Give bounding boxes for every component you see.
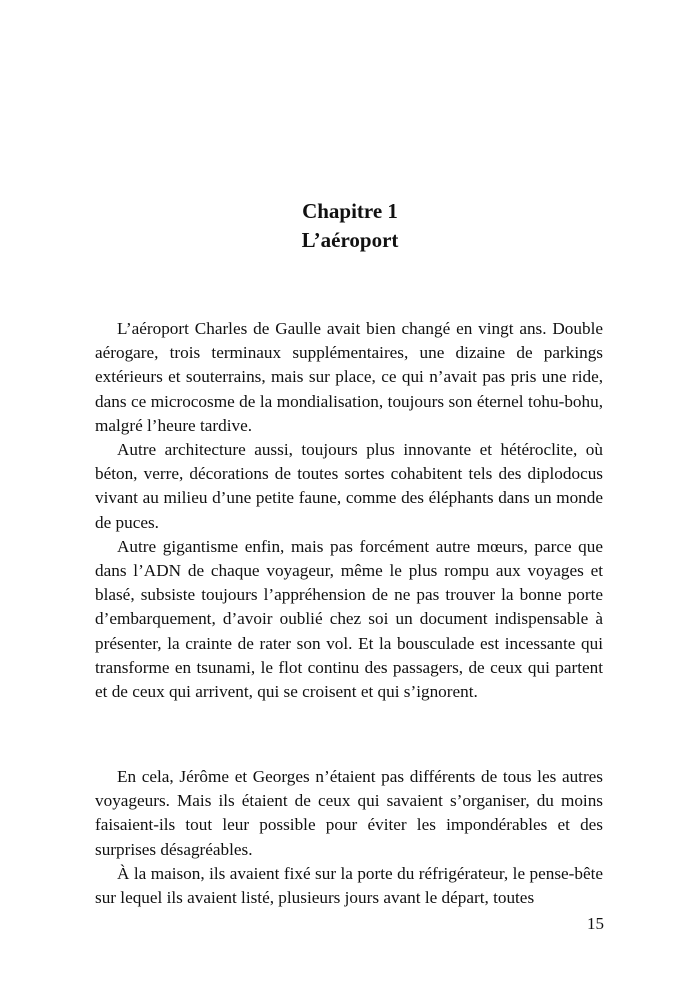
paragraph: L’aéroport Charles de Gaulle avait bien changé en vingt ans. Double aérogare, trois terminaux supplémentaires, une dizaine de parkings extérieurs et souterrains, mais sur place, ce qui n’avait pas pris une ride, dans ce microcosme de la mondialisation, toujours son éternel tohu-bohu, malgré l’heure tardive. xyxy=(95,319,603,435)
chapter-number: Chapitre 1 xyxy=(302,199,398,223)
paragraph: Autre gigantisme enfin, mais pas forcément autre mœurs, parce que dans l’ADN de chaque voyageur, même le plus rompu aux voyages et blasé, subsiste toujours l’appréhension de ne pas trouver la bonne porte d’embarquement, d’avoir oublié chez soi un document indispensable à présenter, la crainte de rater son vol. Et la bousculade est incessante qui transforme en tsunami, le flot continu des passagers, de ceux qui partent et de ceux qui arrivent, qui se croisent et qui s’ignorent. xyxy=(95,536,603,702)
chapter-title: L’aéroport xyxy=(301,228,399,252)
paragraph: En cela, Jérôme et Georges n’étaient pas différents de tous les autres voyageurs. Mais ils étaient de ceux qui savaient s’organiser, du moins faisaient-ils tout leur possible pour éviter les impondérables et des surprises désagréables. xyxy=(95,767,603,859)
chapter-heading xyxy=(0,197,700,255)
body-text-block-2 xyxy=(95,765,603,910)
paragraph: À la maison, ils avaient fixé sur la porte du réfrigérateur, le pense-bête sur lequel ils avaient listé, plusieurs jours avant le départ, toutes xyxy=(95,863,603,908)
page-number: 15 xyxy=(587,914,604,933)
body-text-block-1 xyxy=(95,317,603,704)
paragraph: Autre architecture aussi, toujours plus innovante et hétéroclite, où béton, verre, décorations de toutes sortes cohabitent tels des diplodocus vivant au milieu d’une petite faune, comme des éléphants dans un monde de puces. xyxy=(95,440,603,532)
